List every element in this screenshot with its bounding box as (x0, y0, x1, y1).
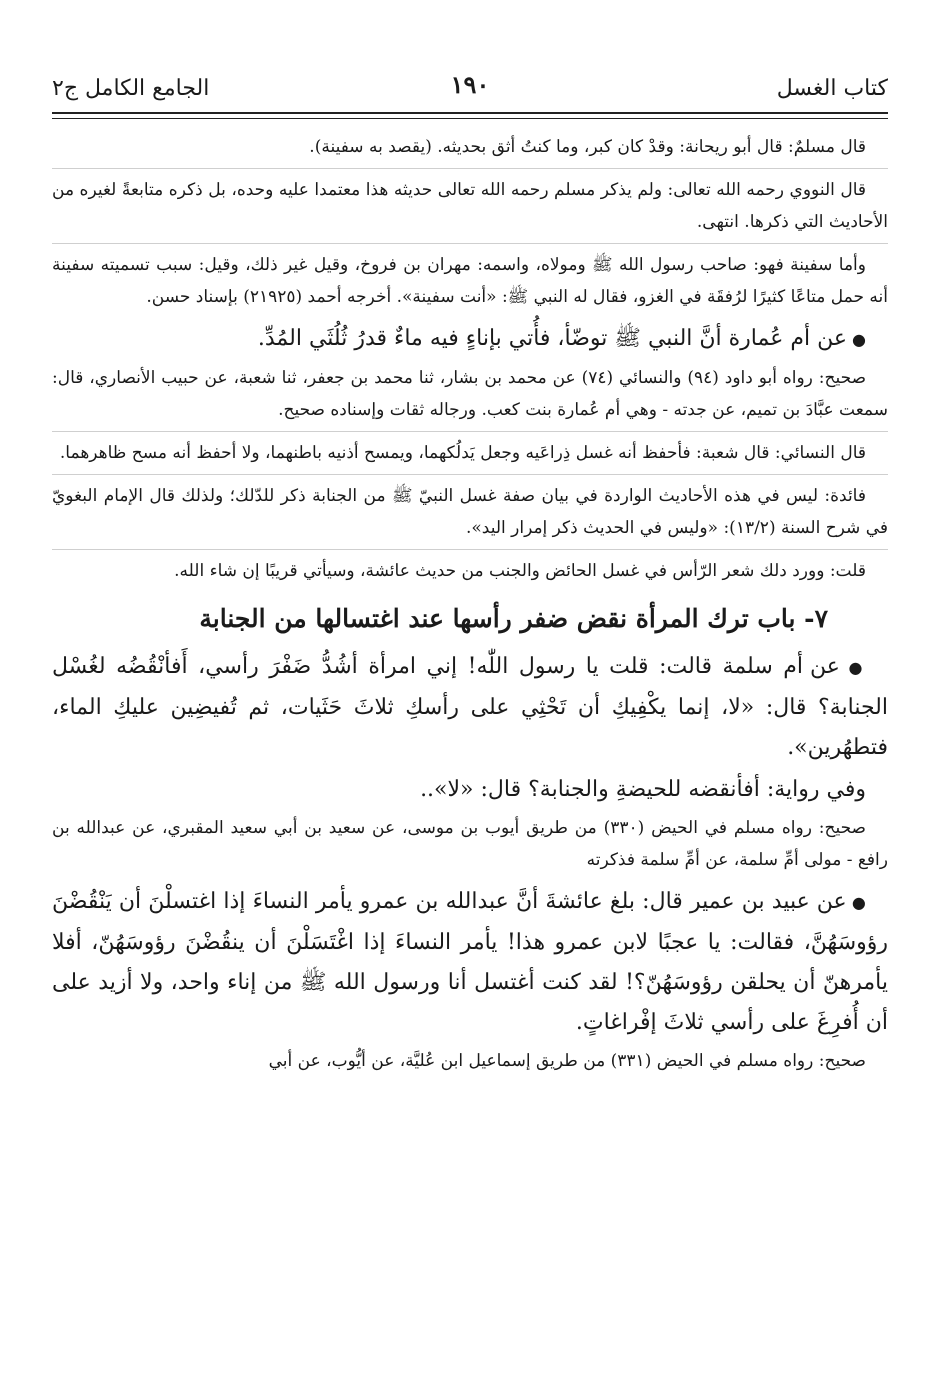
header-rule (52, 112, 888, 119)
notes-block-2 (52, 362, 888, 587)
divider (52, 168, 888, 169)
divider (52, 474, 888, 475)
book-title: الجامع الكامل ج٢ (52, 76, 210, 101)
hadith-block-3 (52, 882, 888, 1043)
hadith-block-2 (52, 647, 888, 810)
paragraph: صحيح: رواه مسلم في الحيض (٣٣٠) من طريق أيوب بن موسى، عن سعيد بن أبي سعيد المقبري، عن عبدالله بن رافع - مولى أمِّ سلمة، عن أمِّ سلمة فذكرته (52, 818, 888, 870)
paragraph: صحيح: رواه أبو داود (٩٤) والنسائي (٧٤) عن محمد بن بشار، ثنا محمد بن جعفر، ثنا شعبة، عن حبيب الأنصاري، قال: سمعت عبَّادَ بن تميم، عن جدته - وهي أم عُمارة بنت كعب. ورجاله ثقات وإسناده صحيح. (52, 368, 888, 420)
hadith-text: وفي رواية: أفأنقضه للحيضةِ والجنابة؟ قال: «لا».. (420, 777, 866, 802)
page-header (52, 60, 888, 112)
paragraph: قال النووي رحمه الله تعالى: ولم يذكر مسلم رحمه الله تعالى حديثه هذا معتمدا عليه وحده، بل ذكره متابعةً لغيره من الأحاديث التي ذكرها. انتهى. (52, 180, 888, 232)
paragraph: قال النسائي: قال شعبة: فأحفظ أنه غسل ذِراعَيه وجعل يَدلُكهما، ويمسح أذنيه باطنهما، ولا أحفظ أنه مسح ظاهرهما. (59, 443, 866, 463)
section-heading: ٧- باب ترك المرأة نقض ضفر رأسها عند اغتسالها من الجنابة (199, 604, 828, 633)
hadith-text: ● عن أم سلمة قالت: قلت يا رسول اللّٰه! إني امرأة أشُدُّ ضَفْرَ رأسي، أَفأنْقُضُه لغُسْل الجنابة؟ قال: «لا، إنما يكْفِيكِ أن تَحْثِي على رأسكِ ثلاثَ حَثَيات، ثم تُفيضِين عليكِ الماء، فتطهُرين». (52, 647, 888, 768)
divider (52, 243, 888, 244)
page-number: ١٩٠ (450, 70, 490, 99)
hadith-text: ● عن عبيد بن عمير قال: بلغ عائشةَ أنَّ عبدالله بن عمرو يأمر النساءَ إذا اغتسلْنَ أن يَنْقُضْنَ رؤوسَهُنَّ، فقالت: يا عجبًا لابن عمرو هذا! يأمر النساءَ إذا اغْتَسَلْنَ أن ينقُضْنَ رؤوسَهُنّ، أفلا يأمرهنّ أن يحلقن رؤوسَهُنّ؟! لقد كنت أغتسل أنا ورسول الله ﷺ من إناء واحد، ولا أزيد على أن أُفرِغَ على رأسي ثلاثَ إفْراغاتٍ. (52, 882, 888, 1043)
paragraph: قلت: وورد دلك شعر الرّأس في غسل الحائض والجنب من حديث عائشة، وسيأتي قريبًا إن شاء الله. (174, 561, 866, 581)
notes-block-1 (52, 131, 888, 313)
divider (52, 431, 888, 432)
notes-block-3 (52, 812, 888, 876)
divider (52, 549, 888, 550)
paragraph: قال مسلمٌ: قال أبو ريحانة: وقدْ كان كبر، وما كنتُ أثق بحديثه. (يقصد به سفينة). (309, 137, 866, 157)
chapter-title: كتاب الغسل (776, 76, 888, 101)
paragraph: صحيح: رواه مسلم في الحيض (٣٣١) من طريق إسماعيل ابن عُليَّة، عن أيُّوب، عن أبي (268, 1051, 866, 1071)
paragraph: فائدة: ليس في هذه الأحاديث الواردة في بيان صفة غسل النبيّ ﷺ من الجنابة ذكر للدّلك؛ ولذلك قال الإمام البغويّ في شرح السنة (١٣/٢): «وليس في الحديث ذكر إمرار اليد». (52, 486, 888, 538)
hadith-text: ● عن أم عُمارة أنَّ النبي ﷺ توضّأ، فأُتي بإناءٍ فيه ماءٌ قدرُ ثُلُثَي المُدِّ. (52, 319, 888, 360)
notes-block-4 (52, 1045, 888, 1077)
hadith-block-1 (52, 319, 888, 360)
document-page (52, 60, 888, 1081)
paragraph: وأما سفينة فهو: صاحب رسول الله ﷺ ومولاه، واسمه: مهران بن فروخ، وقيل غير ذلك، وقيل: سبب تسميته سفينة أنه حمل متاعًا كثيرًا لرُفقَة في الغزو، فقال له النبي ﷺ: «أنت سفينة». أخرجه أحمد (٢١٩٢٥) بإسناد حسن. (52, 255, 888, 307)
